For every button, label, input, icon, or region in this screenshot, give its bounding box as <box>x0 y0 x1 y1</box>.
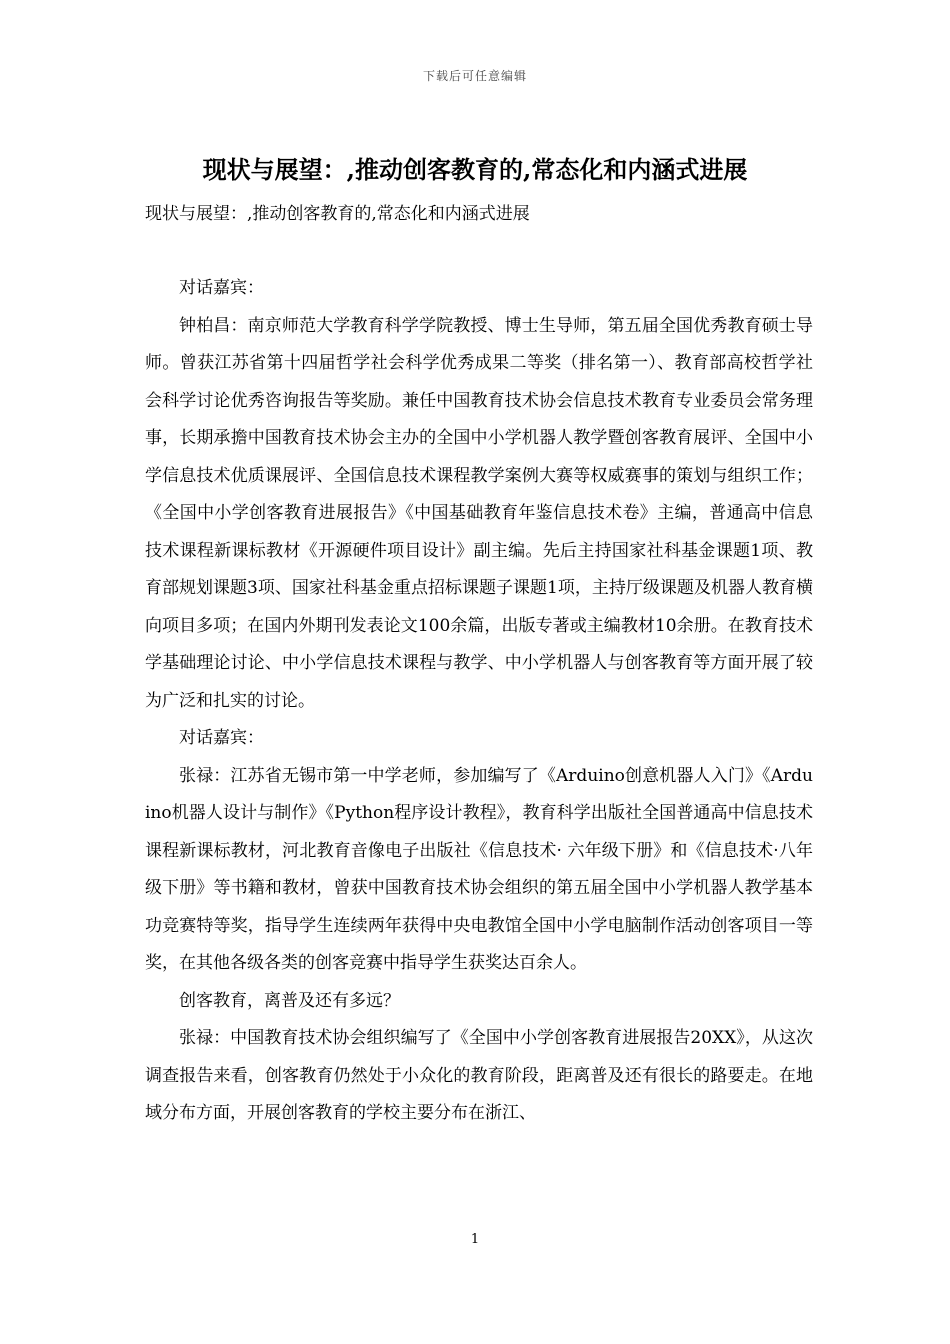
paragraph-guest-bio-zhang: 张禄：江苏省无锡市第一中学老师，参加编写了《Arduino创意机器人入门》《Arduino机器人设计与制作》《Python程序设计教程》，教育科学出版社全国普通高中信息技术课程新课标教材，河北教育音像电子出版社《信息技术· 六年级下册》和《信息技术·八年级下册》等书籍和教材，曾获中国教育技术协会组织的第五届全国中小学机器人教学基本功竞赛特等奖，指导学生连续两年获得中央电教馆全国中小学电脑制作活动创客项目一等奖，在其他各级各类的创客竞赛中指导学生获奖达百余人。 <box>145 765 813 973</box>
document-title: 现状与展望：,推动创客教育的,常态化和内涵式进展 <box>202 155 748 184</box>
paragraph-guest-label-1: 对话嘉宾： <box>179 278 264 298</box>
document-body <box>145 270 813 1133</box>
paragraph-guest-bio-zhong: 钟柏昌：南京师范大学教育科学学院教授、博士生导师，第五届全国优秀教育硕士导师。曾获江苏省第十四届哲学社会科学优秀成果二等奖（排名第一）、教育部高校哲学社会科学讨论优秀咨询报告等奖励。兼任中国教育技术协会信息技术教育专业委员会常务理事，长期承擔中国教育技术协会主办的全国中小学机器人教学暨创客教育展评、全国中小学信息技术优质课展评、全国信息技术课程教学案例大赛等权威赛事的策划与组织工作；《全国中小学创客教育进展报告》《中国基础教育年鉴信息技术卷》主编，普通高中信息技术课程新课标教材《开源硬件项目设计》副主编。先后主持国家社科基金课题1项、教育部规划课题3项、国家社科基金重点招标课题子课题1项，主持厅级课题及机器人教育横向项目多项；在国内外期刊发表论文100余篇，出版专著或主编教材10余册。在教育技术学基础理论讨论、中小学信息技术课程与教学、中小学机器人与创客教育等方面开展了较为广泛和扎实的讨论。 <box>145 315 813 711</box>
header-note: 下载后可任意编辑 <box>422 69 527 83</box>
page-number: 1 <box>470 1232 480 1247</box>
document-subtitle: 现状与展望：,推动创客教育的,常态化和内涵式进展 <box>145 204 530 224</box>
paragraph-question: 创客教育，离普及还有多远？ <box>179 990 400 1011</box>
paragraph-guest-label-2: 对话嘉宾： <box>179 728 264 748</box>
paragraph-answer: 张禄：中国教育技术协会组织编写了《全国中小学创客教育进展报告20XX》，从这次调查报告来看，创客教育仍然处于小众化的教育阶段，距离普及还有很长的路要走。在地域分布方面，开展创客教育的学校主要分布在浙江、 <box>145 1028 813 1123</box>
